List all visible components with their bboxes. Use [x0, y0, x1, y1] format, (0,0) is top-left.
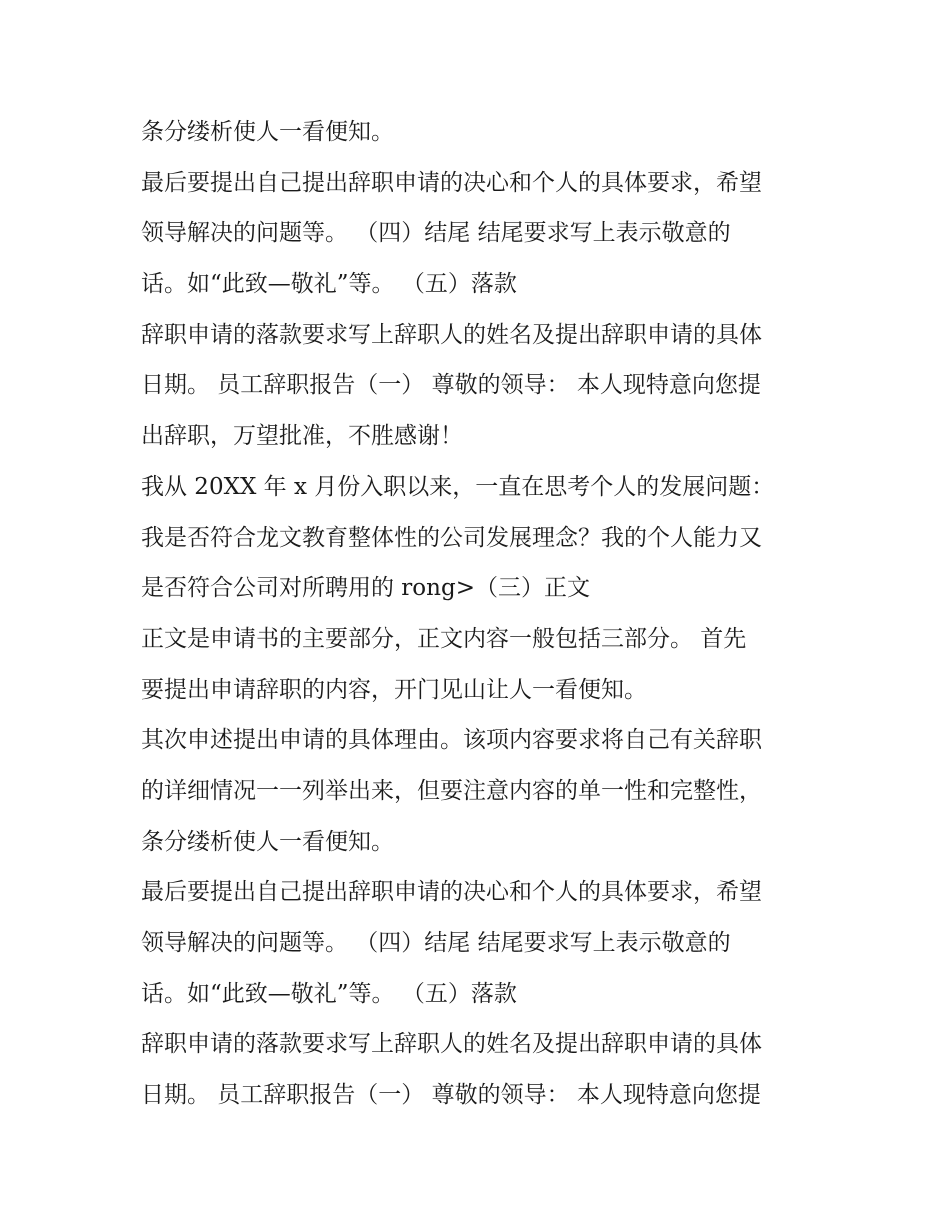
- text-line: 最后要提出自己提出辞职申请的决心和个人的具体要求，希望: [141, 169, 762, 196]
- text-line: 领导解决的问题等。 （四）结尾 结尾要求写上表示敬意的: [141, 220, 731, 247]
- text-line: 话。如“此致—敬礼”等。 （五）落款: [141, 980, 517, 1007]
- text-line: 条分缕析使人一看便知。: [141, 119, 394, 145]
- text-line: 要提出申请辞职的内容，开门见山让人一看便知。: [141, 676, 647, 703]
- text-line: 我是否符合龙文教育整体性的公司发展理念？我的个人能力又: [141, 524, 762, 551]
- text-line: 条分缕析使人一看便知。: [141, 828, 394, 855]
- text-line: 辞职申请的落款要求写上辞职人的姓名及提出辞职申请的具体: [141, 321, 762, 348]
- text-line: 正文是申请书的主要部分，正文内容一般包括三部分。 首先: [141, 625, 747, 652]
- text-line: 话。如“此致—敬礼”等。 （五）落款: [141, 271, 517, 298]
- document-body: [141, 107, 821, 1121]
- text-line: 我从 20XX 年 x 月份入职以来，一直在思考个人的发展问题：: [141, 473, 775, 500]
- text-line: 最后要提出自己提出辞职申请的决心和个人的具体要求，希望: [141, 879, 762, 906]
- text-line: 辞职申请的落款要求写上辞职人的姓名及提出辞职申请的具体: [141, 1031, 762, 1058]
- text-line: 日期。 员工辞职报告（一） 尊敬的领导： 本人现特意向您提: [141, 372, 761, 399]
- text-line: 的详细情况一一列举出来，但要注意内容的单一性和完整性，: [141, 777, 762, 804]
- text-line: 出辞职，万望批准，不胜感谢！: [141, 423, 463, 450]
- text-line: 其次申述提出申请的具体理由。该项内容要求将自己有关辞职: [141, 727, 762, 754]
- text-line: 日期。 员工辞职报告（一） 尊敬的领导： 本人现特意向您提: [141, 1082, 761, 1109]
- text-line: 领导解决的问题等。 （四）结尾 结尾要求写上表示敬意的: [141, 930, 731, 956]
- text-line: 是否符合公司对所聘用的 rong>（三）正文: [141, 575, 590, 602]
